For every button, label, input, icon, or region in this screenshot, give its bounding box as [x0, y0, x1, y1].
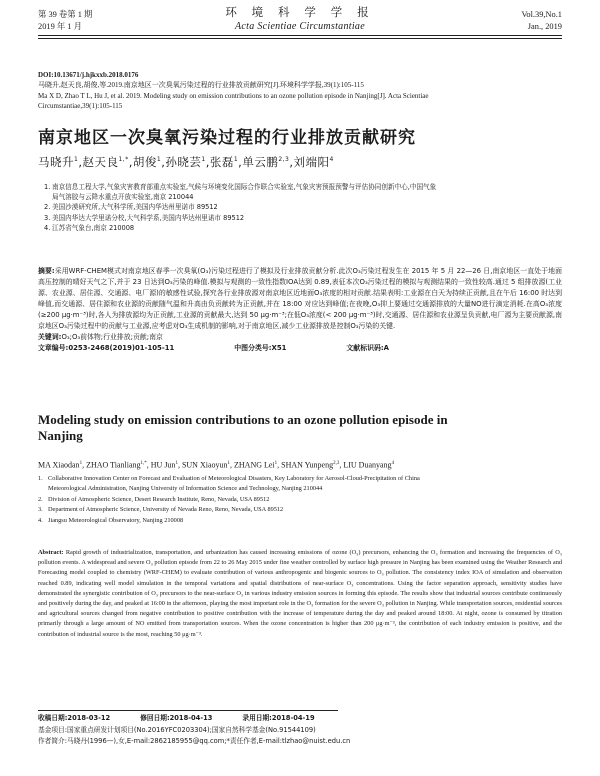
affiliation-number: 4.	[44, 223, 51, 232]
abstract-cn-label: 摘要:	[38, 267, 55, 275]
affiliation-number	[44, 192, 52, 202]
citation-en-line2: Circumstantiae,39(1):105-115	[38, 101, 123, 110]
affiliation-number	[38, 484, 48, 494]
affiliation-number: 1.	[38, 475, 43, 482]
author-affiliation-mark: 2,3	[333, 461, 340, 466]
header-volume-cn: 第 39 卷第 1 期	[38, 10, 93, 19]
affiliation-text: 南京信息工程大学,气象灾害教育部重点实验室,气候与环境变化国际合作联合实验室,气象灾害预报预警与评估协同创新中心,中国气象	[52, 183, 437, 191]
abstract-en-label: Abstract:	[38, 549, 64, 556]
affiliations-cn	[44, 182, 560, 233]
affiliation-item	[38, 516, 562, 526]
header-right	[521, 9, 562, 33]
author-name: 孙晓芸	[165, 154, 202, 169]
citation-cn: 马晓升,赵天良,胡俊,等.2019.南京地区一次臭氧污染过程的行业排放贡献研究[J].环境科学学报,39(1):105-115	[38, 81, 364, 90]
dates-line	[38, 713, 562, 725]
author-name: SHAN Yunpeng	[281, 460, 334, 470]
affiliations-en	[38, 474, 562, 526]
affiliation-text: 局气溶胶与云降水重点开放实验室,南京 210044	[52, 193, 194, 202]
affiliation-number: 4.	[38, 516, 43, 524]
paper-title-en: Modeling study on emission contributions to an ozone pollution episode in Nanjing	[38, 412, 448, 443]
header-left	[38, 9, 92, 33]
keywords-cn-label: 关键词:	[38, 333, 62, 341]
abstract-cn-text: 采用WRF-CHEM模式对南京地区春季一次臭氧(O₃)污染过程进行了模拟及行业排放贡献分析.此次O₃污染过程发生在 2015 年 5 月 22—26 日,南京地区一直处于地面高压控制的晴好天气之下,并于 23 日达到O₃污染的峰值.模拟与观测的一致性指数IOA达到 0.89,表征本次O₃污染过程的模拟与观测结果的一致性较高.通过 5 组排放源(工业源、农业源、居住源、交通源、电厂源)的敏感性试验,探究各行业排放源对南京地区近地面O₃浓度的相对贡献.结果表明:工业源在白天为持续正贡献,且在午后 16:00 时达到峰值,而交通源、居住源和农业源的贡献随气温和升高由负贡献转为正贡献,并在 18:00 对应达到峰值;在夜晚,O₃抑上要通过交通源排放的大量NO进行滴定消耗.在高O₃浓度(≥200 μg·m⁻³)时,各人为排放源均为正贡献,工业源的贡献最大,达到 50 μg·m⁻³;在低O₃浓度(< 200 μg·m⁻³)时,交通源、居住源和农业源呈负贡献,电厂源为主要贡献源,南京地区O₃污染过程中的贡献与工业源,应考虑对O₃生成机制的影响,对于南京地区,减少工业源排放是控制O₃污染的关键.	[38, 267, 562, 330]
author-affiliation-mark: 1,*	[118, 156, 129, 163]
author-name: 张磊	[209, 154, 234, 169]
footer-rule	[38, 710, 338, 711]
abstract-en	[38, 548, 562, 640]
article-issn: 文章编号:0253-2468(2019)01-105-11	[38, 344, 175, 352]
received-date: 收稿日期:2018-03-12	[38, 714, 111, 722]
author-name: LIU Duanyang	[343, 460, 392, 470]
author-affiliation-mark: 1	[227, 461, 230, 466]
affiliation-item	[44, 202, 560, 212]
author-affiliation-mark: 1	[201, 156, 206, 163]
citation-block	[38, 70, 562, 111]
affiliation-number: 3.	[38, 506, 43, 514]
author-affiliation-mark: 2,3	[278, 156, 290, 163]
affiliation-item	[38, 505, 562, 515]
author-name: 刘端阳	[293, 154, 330, 169]
author-name: ZHAO Tianliang	[86, 460, 141, 470]
author-name: MA Xiaodan	[38, 460, 80, 470]
affiliation-item	[38, 474, 562, 484]
footer-notes	[38, 713, 562, 748]
header-center	[150, 6, 450, 33]
article-clc: 中图分类号:X51	[234, 344, 287, 352]
affiliation-number: 2.	[44, 203, 51, 212]
author-name: HU Jun	[150, 460, 176, 470]
author-list-en: MA Xiaodan$^1$, ZHAO Tianliang$^{1,*}$, HU Jun$^1$, SUN Xiaoyun$^1$, ZHANG Lei$^1$, SHAN Yunpeng$^{2,3}$, LIU Duanyang$^4$	[38, 460, 395, 470]
header-rule-thin	[38, 38, 562, 39]
article-meta-cn	[38, 343, 562, 354]
affiliation-text: Department of Atmospheric Science, University of Nevada Reno, Reno, Nevada, USA 89512	[48, 506, 284, 514]
affiliation-item	[44, 213, 560, 223]
header-volume-en: Vol.39,No.1	[521, 10, 562, 19]
author-name: ZHANG Lei	[234, 460, 275, 470]
affiliation-item	[38, 495, 562, 505]
affiliation-item	[44, 223, 560, 233]
author-name: 赵天良	[82, 154, 119, 169]
affiliation-item	[44, 182, 560, 192]
author-affiliation-mark: 4	[391, 461, 395, 466]
fund-line: 基金项目:国家重点研发计划项目(No.2016YFC0203304);国家自然科学基金(No.91544109)	[38, 725, 316, 734]
affiliation-item	[38, 484, 562, 494]
affiliation-text: Collaborative Innovation Center on Forecast and Evaluation of Meteorological Disasters, Key Laboratory for Aerosol-Cloud-Precipitation of China	[48, 475, 420, 482]
author-affiliation-mark: 1	[274, 461, 278, 466]
author-name: SUN Xiaoyun	[181, 460, 228, 470]
affiliation-text: Division of Atmospheric Science, Desert Research Institute, Reno, Nevada, USA 89512	[48, 495, 270, 503]
keywords-cn	[38, 332, 562, 343]
author-affiliation-mark: 1	[156, 156, 162, 163]
doi: DOI:10.13671/j.hjkxxb.2018.0176	[38, 71, 139, 79]
abstract-cn	[38, 266, 562, 354]
author-list-cn: 马晓升$^1$,赵天良$^{1,*}$,胡俊$^1$,孙晓芸$^1$,张磊$^1$,单云鹏$^{2,3}$,刘端阳$^4$	[38, 154, 334, 169]
author-affiliation-mark: 1,*	[140, 461, 147, 466]
author-name: 马晓升	[38, 154, 74, 169]
affiliation-number: 3.	[44, 213, 51, 222]
revised-date: 修回日期:2018-04-13	[140, 714, 213, 722]
author-affiliation-mark: 4	[329, 156, 334, 163]
author-name: 胡俊	[132, 154, 157, 169]
author-affiliation-mark: 1	[74, 156, 79, 163]
affiliation-text: 江苏省气象台,南京 210008	[52, 223, 135, 232]
affiliation-number: 2.	[38, 495, 43, 503]
affiliation-item	[44, 192, 560, 202]
author-affiliation-mark: 1	[233, 156, 239, 163]
author-bio-line: 作者简介:马晓丹(1996—),女,E-mail:2862185955@qq.com;*责任作者,E-mail:tlzhao@nuist.edu.cn	[38, 737, 351, 745]
journal-name-en: Acta Scientiae Circumstantiae	[235, 21, 365, 32]
header-rule	[38, 35, 562, 36]
keywords-cn-text: O₃;O₃前体物;行业排放;贡献;南京	[61, 333, 163, 341]
author-affiliation-mark: 1	[175, 461, 178, 466]
citation-en-line1: Ma X D, Zhao T L, Hu J, et al. 2019. Modeling study on emission contributions to an ozone pollution episode in Nanjing[J]. Acta Scientiae	[38, 91, 429, 100]
header-date-cn: 2019 年 1 月	[38, 22, 82, 31]
affiliation-text: 美国沙漠研究所,大气科学所,美国内华达州里诺市 89512	[52, 203, 218, 212]
accepted-date: 录用日期:2018-04-19	[242, 714, 315, 722]
affiliation-text: Jiangsu Meteorological Observatory, Nanjing 210008	[48, 516, 184, 524]
author-name: 单云鹏	[242, 154, 279, 169]
paper-title-cn: 南京地区一次臭氧污染过程的行业排放贡献研究	[38, 128, 416, 148]
abstract-en-text: Rapid growth of industrialization, transportation, and urbanization has caused increasing emissions of ozone (O₃) precursors, enhancing the O₃ formation and increasing the frequencies of O₃ pollution events. A widespread and severe O₃ pollution episode from 22 to 26 May 2015 under fine weather controlled by surface high pressure in Nanjing has been examined using the Weather Research and Forecasting model coupled to chemistry (WRF-CHEM) to evaluate contribution of various anthropogenic and biogenic sources to O₃ pollution. The consistency index IOA of simulation and observation reached 0.89, indicating well model simulation in the temporal variations and spatial distributions of near-surface O₃ concentrations. Using the factor separation approach, sensitivity studies have demonstrated the synergistic contribution of O₃ precursors to the near-surface O₃ in various industry emission sources in forming this episode. The results show that industrial sources contribute continuously and positively during the day, and peaked at 16:00 in the afternoon, playing the most important role in the O₃ formation for the severe O₃ pollution in Nanjing. While transportation sources, residential sources and agricultural sources changed from negative contribution to positive contribution with the increase of temperature during the day and peaked around 18:00. At night, ozone is consumed by titration primarily through a large amount of NO emitted from transportation sources. When the ozone concentration is higher than 200 μg·m⁻³, the contribution of each industry emission is positive, and the contribution of industrial source is the most, reaching 50 μg·m⁻³.	[38, 549, 563, 638]
article-code: 文献标识码:A	[346, 344, 389, 352]
affiliation-text: Meteorological Administration, Nanjing University of Information Science and Technology, Nanjing 210044	[48, 485, 323, 493]
header-date-en: Jan., 2019	[527, 22, 562, 31]
affiliation-text: 美国内华达大学里诺分校,大气科学系,美国内华达州里诺市 89512	[52, 213, 245, 222]
affiliation-number: 1.	[44, 183, 51, 191]
author-affiliation-mark: 1	[79, 461, 83, 466]
journal-name-cn: 环 境 科 学 学 报	[225, 7, 375, 19]
